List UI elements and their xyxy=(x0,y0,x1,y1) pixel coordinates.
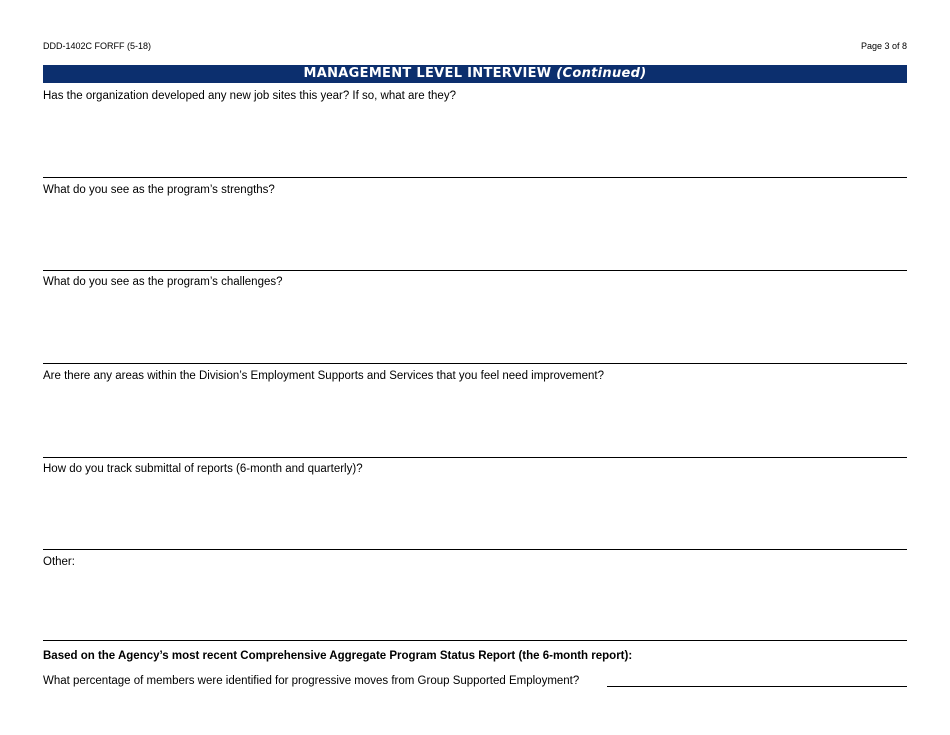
answer-improvement-areas[interactable] xyxy=(43,457,907,458)
form-id: DDD-1402C FORFF (5-18) xyxy=(43,41,152,51)
question-other: Other: xyxy=(43,556,75,568)
answer-new-job-sites[interactable] xyxy=(43,177,907,178)
section-banner xyxy=(43,65,907,83)
question-strengths: What do you see as the program’s strengths? xyxy=(43,184,275,196)
question-report-tracking: How do you track submittal of reports (6-month and quarterly)? xyxy=(43,463,363,475)
banner-continued: (Continued) xyxy=(556,66,647,81)
progressive-moves-field[interactable] xyxy=(607,674,907,687)
answer-challenges[interactable] xyxy=(43,363,907,364)
answer-report-tracking[interactable] xyxy=(43,549,907,550)
question-progressive-moves: What percentage of members were identified for progressive moves from Group Supported Employment? xyxy=(43,675,580,687)
answer-other[interactable] xyxy=(43,640,907,641)
question-challenges: What do you see as the program’s challenges? xyxy=(43,276,283,288)
banner-title: MANAGEMENT LEVEL INTERVIEW xyxy=(303,66,552,81)
page-number: Page 3 of 8 xyxy=(860,41,907,51)
answer-strengths[interactable] xyxy=(43,270,907,271)
question-new-job-sites: Has the organization developed any new job sites this year? If so, what are they? xyxy=(43,90,456,102)
report-section-heading: Based on the Agency’s most recent Comprehensive Aggregate Program Status Report (the 6-month report): xyxy=(43,650,633,662)
question-improvement-areas: Are there any areas within the Division’s Employment Supports and Services that you feel need improvement? xyxy=(43,370,605,382)
